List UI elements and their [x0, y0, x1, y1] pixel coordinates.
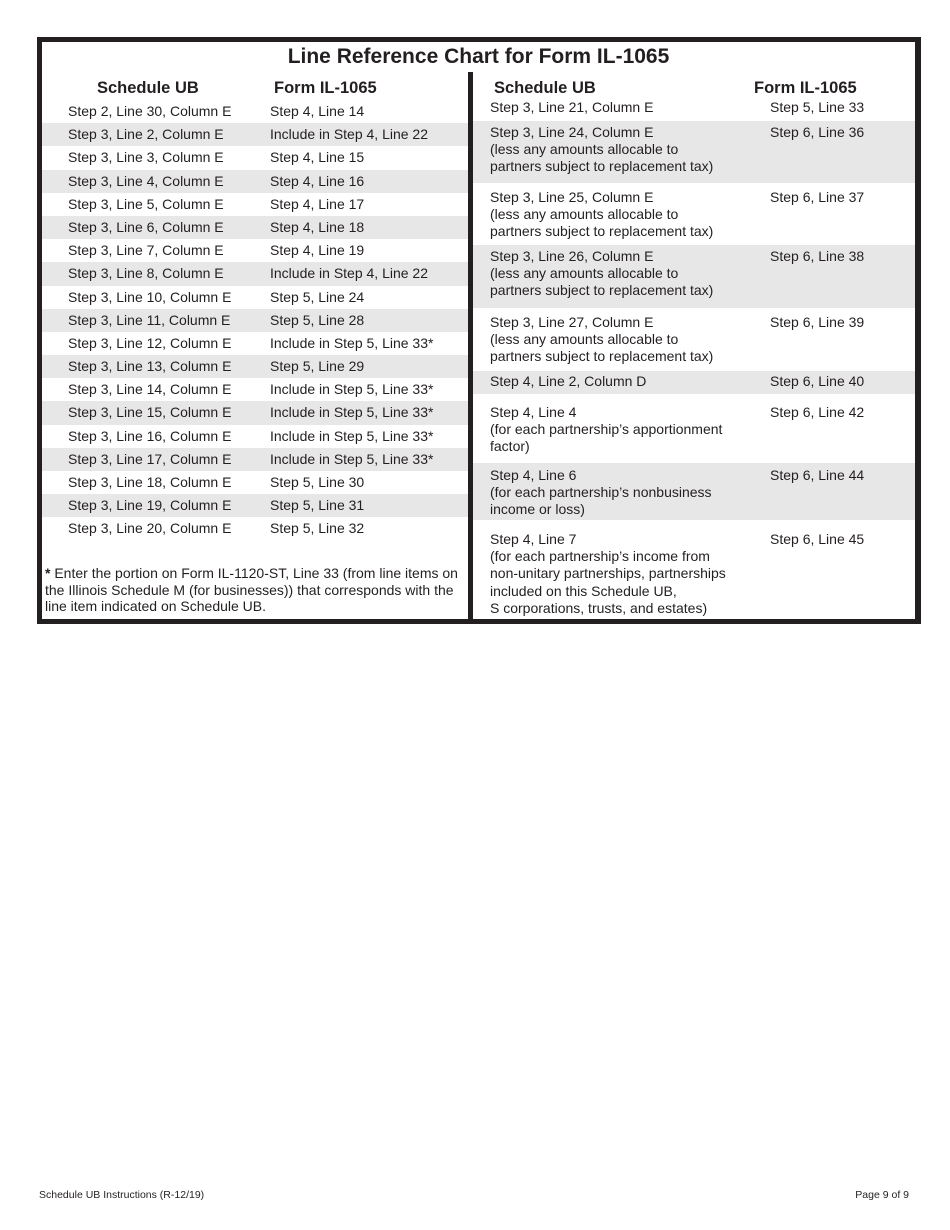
footnote — [45, 565, 465, 615]
schedule-ub-line: (for each partnership’s income from — [490, 548, 710, 565]
schedule-ub-line: (less any amounts allocable to — [490, 265, 679, 282]
table-row — [42, 146, 468, 169]
form-il-1065-cell: Step 6, Line 45 — [770, 531, 865, 547]
table-row — [42, 378, 468, 401]
form-il-1065-cell: Include in Step 4, Line 22 — [270, 126, 429, 143]
table-row — [42, 494, 468, 517]
table-row — [473, 183, 915, 245]
form-il-1065-cell: Include in Step 5, Line 33* — [270, 404, 434, 421]
footnote-text: Enter the portion on Form IL-1120-ST, Line 33 (from line items on the Illinois Schedule M (for businesses)) that corresponds with the line item indicated on Schedule UB. — [45, 565, 458, 614]
schedule-ub-line: Step 4, Line 6 — [490, 467, 577, 483]
schedule-ub-line: Step 4, Line 7 — [490, 531, 577, 547]
form-il-1065-cell: Step 5, Line 32 — [270, 520, 365, 537]
form-il-1065-cell: Step 6, Line 44 — [770, 467, 865, 483]
table-row — [473, 245, 915, 308]
left-reference-table — [42, 100, 468, 541]
table-row — [42, 401, 468, 424]
schedule-ub-cell: Step 3, Line 3, Column E — [68, 149, 224, 166]
form-il-1065-cell: Step 6, Line 37 — [770, 189, 865, 205]
table-row — [473, 99, 915, 121]
table-row — [42, 286, 468, 309]
schedule-ub-cell — [490, 531, 750, 617]
schedule-ub-line: included on this Schedule UB, — [490, 582, 677, 599]
form-il-1065-cell: Step 5, Line 33 — [770, 99, 865, 115]
table-row — [42, 332, 468, 355]
chart-title: Line Reference Chart for Form IL-1065 — [287, 45, 670, 68]
schedule-ub-cell: Step 3, Line 4, Column E — [68, 172, 224, 189]
form-il-1065-cell: Step 5, Line 29 — [270, 358, 365, 375]
schedule-ub-line: (less any amounts allocable to — [490, 206, 679, 223]
table-row — [42, 355, 468, 378]
form-il-1065-cell: Step 4, Line 14 — [270, 103, 365, 119]
schedule-ub-cell: Step 2, Line 30, Column E — [68, 103, 232, 119]
schedule-ub-cell — [490, 314, 750, 366]
form-il-1065-cell: Step 5, Line 30 — [270, 474, 365, 490]
form-il-1065-cell: Step 6, Line 40 — [770, 373, 865, 389]
form-il-1065-cell: Step 4, Line 17 — [270, 195, 365, 212]
right-header-schedule-ub: Schedule UB — [494, 79, 596, 97]
schedule-ub-cell — [490, 373, 750, 390]
form-il-1065-cell: Step 6, Line 39 — [770, 314, 865, 330]
table-row — [42, 425, 468, 448]
schedule-ub-cell: Step 3, Line 16, Column E — [68, 427, 232, 444]
schedule-ub-cell: Step 3, Line 8, Column E — [68, 265, 224, 282]
table-row — [473, 308, 915, 371]
footnote-star: * — [45, 565, 51, 581]
schedule-ub-cell — [490, 124, 750, 176]
form-il-1065-cell: Step 6, Line 42 — [770, 404, 865, 420]
schedule-ub-cell: Step 3, Line 17, Column E — [68, 450, 232, 467]
left-header-form-il-1065: Form IL-1065 — [274, 79, 377, 97]
schedule-ub-line: Step 4, Line 4 — [490, 404, 577, 420]
form-il-1065-cell: Include in Step 5, Line 33* — [270, 334, 434, 351]
schedule-ub-cell: Step 3, Line 2, Column E — [68, 126, 224, 143]
table-row — [42, 170, 468, 193]
schedule-ub-line: Step 3, Line 27, Column E — [490, 314, 654, 330]
form-il-1065-cell: Step 4, Line 16 — [270, 172, 365, 189]
schedule-ub-cell — [490, 467, 750, 519]
schedule-ub-cell: Step 3, Line 20, Column E — [68, 520, 232, 537]
table-row — [42, 123, 468, 146]
schedule-ub-line: (less any amounts allocable to — [490, 331, 679, 348]
table-row — [42, 517, 468, 540]
schedule-ub-line: (less any amounts allocable to — [490, 141, 679, 158]
table-row — [473, 463, 915, 520]
table-row — [42, 239, 468, 262]
schedule-ub-line: (for each partnership’s apportionment — [490, 421, 723, 438]
schedule-ub-line: Step 3, Line 26, Column E — [490, 248, 654, 264]
schedule-ub-line: S corporations, trusts, and estates) — [490, 599, 708, 616]
table-row — [42, 309, 468, 332]
schedule-ub-line: factor) — [490, 438, 530, 455]
schedule-ub-cell: Step 3, Line 14, Column E — [68, 381, 232, 398]
form-il-1065-cell: Step 6, Line 36 — [770, 124, 865, 140]
schedule-ub-line: (for each partnership’s nonbusiness — [490, 484, 712, 501]
form-il-1065-cell: Step 5, Line 31 — [270, 497, 365, 514]
schedule-ub-cell: Step 3, Line 15, Column E — [68, 404, 232, 421]
schedule-ub-cell: Step 3, Line 18, Column E — [68, 474, 232, 490]
table-row — [42, 216, 468, 239]
schedule-ub-line: Step 3, Line 24, Column E — [490, 124, 654, 140]
schedule-ub-line: partners subject to replacement tax) — [490, 282, 714, 299]
schedule-ub-cell: Step 3, Line 10, Column E — [68, 288, 232, 305]
table-row — [42, 262, 468, 285]
right-header-form-il-1065: Form IL-1065 — [754, 79, 857, 97]
schedule-ub-cell: Step 3, Line 12, Column E — [68, 334, 232, 351]
schedule-ub-cell: Step 3, Line 6, Column E — [68, 218, 224, 235]
form-il-1065-cell: Include in Step 5, Line 33* — [270, 427, 434, 444]
form-il-1065-cell: Include in Step 5, Line 33* — [270, 450, 434, 467]
table-row — [473, 520, 915, 622]
table-row — [42, 193, 468, 216]
schedule-ub-cell — [490, 189, 750, 241]
footer-page-number: Page 9 of 9 — [855, 1189, 909, 1201]
line-reference-chart — [37, 37, 921, 624]
form-il-1065-cell: Include in Step 5, Line 33* — [270, 381, 434, 398]
schedule-ub-line: non-unitary partnerships, partnerships — [490, 565, 726, 582]
schedule-ub-line: income or loss) — [490, 501, 585, 518]
table-row — [42, 100, 468, 123]
table-row — [473, 371, 915, 394]
form-il-1065-cell: Step 5, Line 24 — [270, 288, 365, 305]
schedule-ub-line: Step 4, Line 2, Column D — [490, 373, 647, 389]
schedule-ub-line: Step 3, Line 21, Column E — [490, 99, 654, 115]
schedule-ub-cell: Step 3, Line 19, Column E — [68, 497, 232, 514]
form-il-1065-cell: Step 4, Line 18 — [270, 218, 365, 235]
form-il-1065-cell: Step 6, Line 38 — [770, 248, 865, 264]
schedule-ub-cell: Step 3, Line 7, Column E — [68, 242, 224, 259]
table-row — [473, 121, 915, 183]
form-il-1065-cell: Step 4, Line 19 — [270, 242, 365, 259]
table-row — [42, 448, 468, 471]
form-il-1065-cell: Include in Step 4, Line 22 — [270, 265, 429, 282]
form-il-1065-cell: Step 4, Line 15 — [270, 149, 365, 166]
schedule-ub-cell — [490, 99, 750, 116]
schedule-ub-line: partners subject to replacement tax) — [490, 158, 714, 175]
schedule-ub-cell — [490, 404, 750, 456]
schedule-ub-line: Step 3, Line 25, Column E — [490, 189, 654, 205]
form-il-1065-cell: Step 5, Line 28 — [270, 311, 365, 328]
left-header-schedule-ub: Schedule UB — [97, 79, 199, 97]
schedule-ub-line: partners subject to replacement tax) — [490, 348, 714, 365]
schedule-ub-cell: Step 3, Line 13, Column E — [68, 358, 232, 375]
table-row — [473, 394, 915, 463]
table-row — [42, 471, 468, 494]
schedule-ub-line: partners subject to replacement tax) — [490, 223, 714, 240]
schedule-ub-cell — [490, 248, 750, 300]
footer-form-id: Schedule UB Instructions (R-12/19) — [39, 1189, 205, 1201]
schedule-ub-cell: Step 3, Line 5, Column E — [68, 195, 224, 212]
schedule-ub-cell: Step 3, Line 11, Column E — [68, 311, 231, 328]
